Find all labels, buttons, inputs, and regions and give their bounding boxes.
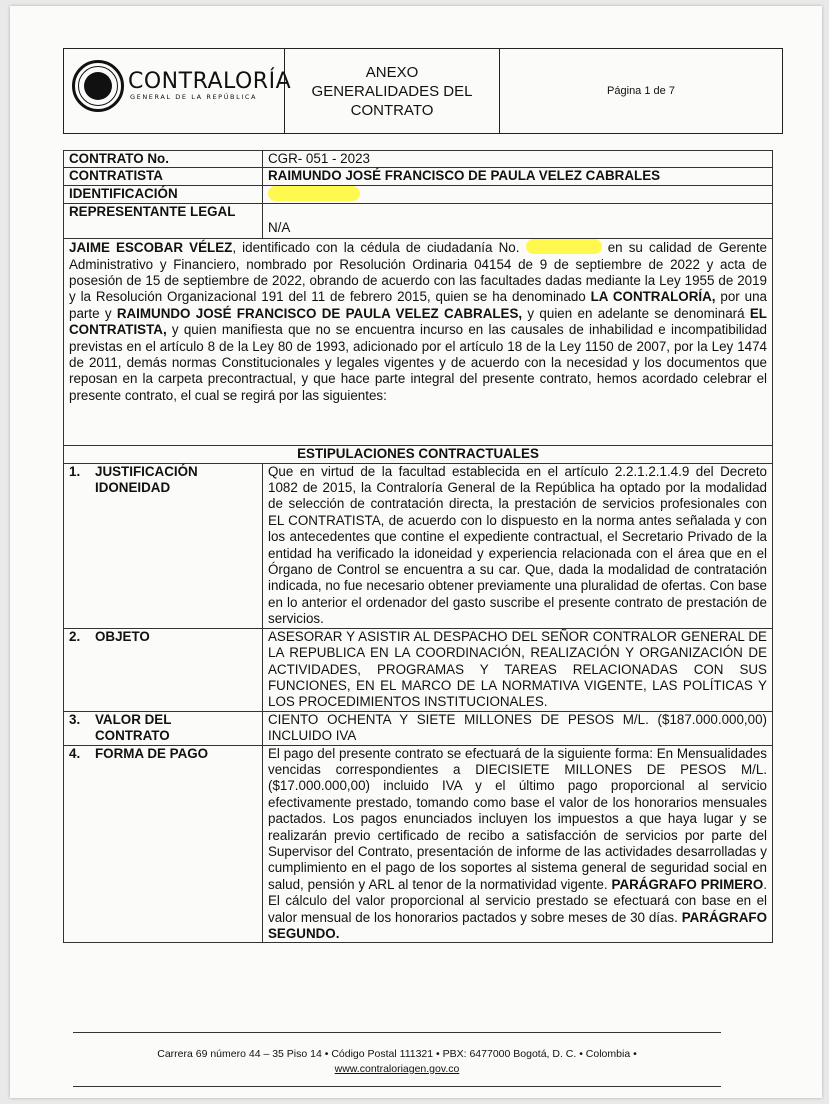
- intro-text: , identificado con la cédula de ciudadanía No.: [232, 240, 520, 256]
- clause-text: Que en virtud de la facultad establecida en el artículo 2.2.1.2.1.4.9 del Decreto 1082 de 2015, la Contraloría General de la República ha optado por la modalidad de selección de contratación directa, la prestación de servicios profesionales con EL CONTRATISTA, de acuerdo con lo dispuesto en la norma antes señalada y con los antecedentes que contine el expediente contractual, el Secretario Privado de la entidad ha verificado la idoneidad y experiencia relacionada con el área que en el Órgano de Control se encuentra a su car. Que, dada la modalidad de contratación indicada, no fue necesario obtener previamente una pluralidad de ofertas. Con base en lo anterior el ordenador del gasto suscribe el presente contrato de prestación de servicios.: [263, 463, 773, 628]
- table-row: [64, 185, 773, 203]
- clause-label: [64, 711, 263, 745]
- contract-table: [63, 150, 773, 943]
- clause-number: 1.: [69, 463, 81, 479]
- table-row: [64, 204, 773, 239]
- clause-number: 4.: [69, 745, 81, 761]
- signer-name: JAIME ESCOBAR VÉLEZ: [69, 240, 233, 256]
- clause-label-line: VALOR DEL: [95, 711, 172, 727]
- intro-text: y quien manifiesta que no se encuentra incurso en las causales de inhabilidad e incompatibilidad previstas en el artículo 8 de la Ley 80 de 1993, adicionado por el artículo 18 de la Ley 1150 de 2007, por la Ley 1474 de 2011, demás normas Constitucionales y legales vigentes y de acuerdo con la necesidad y los documentos que reposan en la carpeta precontractual, y que hace parte integral del presente contrato, hemos acordado celebrar el presente contrato, el cual se regirá por las siguientes:: [69, 322, 767, 403]
- clause-label: [64, 628, 263, 711]
- footer-url[interactable]: www.contraloriagen.gov.co: [334, 1063, 460, 1075]
- contract-number-label: CONTRATO No.: [64, 151, 263, 168]
- clause-text: CIENTO OCHENTA Y SIETE MILLONES DE PESOS M/L. ($187.000.000,00) INCLUIDO IVA: [263, 711, 773, 745]
- identification-label: IDENTIFICACIÓN: [64, 185, 263, 203]
- intro-bold: LA CONTRALORÍA,: [590, 289, 716, 305]
- table-row: [64, 151, 773, 168]
- footer-divider-top: [73, 1032, 721, 1033]
- logo-emblem-icon: [72, 60, 124, 112]
- intro-text: en su calidad de Gerente Administrativo y Financiero, nombrado por Resolución Ordinaria 04154 de 9 de septiembre de 2022 y acta de posesión de 15 de septiembre de 2022, obrando de acuerdo con las facultades dadas mediante la Ley 1955 de 2019 y la Resolución Organizacional 191 del 11 de febrero 2015, quien se ha denominado: [69, 240, 767, 305]
- intro-bold: EL CONTRATISTA,: [69, 305, 767, 338]
- footer: [73, 1047, 721, 1077]
- clause-label-line: OBJETO: [95, 628, 150, 644]
- table-row: [64, 628, 773, 711]
- table-row: [64, 711, 773, 745]
- logo-cell: [64, 49, 292, 134]
- clause-text-part: . El cálculo del valor proporcional al servicio prestado se efectuará con base en el valor mensual de los honorarios pactados y sobre meses de 30 días.: [268, 876, 767, 925]
- clause-bold: PARÁGRAFO SEGUNDO.: [268, 909, 767, 941]
- clause-text-part: El pago del presente contrato se efectuará de la siguiente forma: En Mensualidades vencidas correspondientes a DIECISIETE MILLONES DE PESOS M/L. ($17.000.000,00) incluido IVA y el último pago proporcional al servicio efectivamente prestado, tomando como base el valor de los honorarios mensuales pactados. Los pagos enunciados incluyen los impuestos a que haya lugar y se realizarán previo certificado de recibo a satisfacción de servicios por parte del Supervisor del Contrato, presentación de informe de las actividades desarrolladas y cumplimiento en el pago de los soportes al sistema general de seguridad social en salud, pensión y ARL al tenor de la normatividad vigente.: [268, 745, 767, 892]
- footer-divider-bottom: [73, 1086, 721, 1087]
- contraloria-logo: [64, 49, 292, 133]
- clause-label-line: JUSTIFICACIÓN: [95, 463, 198, 479]
- annex-line-1: ANEXO: [365, 63, 419, 81]
- redaction-mark: [268, 186, 360, 201]
- legal-rep-value: N/A: [263, 204, 773, 239]
- clause-label-line: CONTRATO: [95, 728, 170, 744]
- contractor-label: CONTRATISTA: [64, 168, 263, 185]
- clause-bold: PARÁGRAFO PRIMERO: [611, 876, 764, 892]
- logo-name: CONTRALORÍA: [128, 69, 292, 94]
- intro-bold: RAIMUNDO JOSÉ FRANCISCO DE PAULA VELEZ CABRALES,: [116, 305, 523, 321]
- document-header: [63, 48, 783, 134]
- clause-label: [64, 463, 263, 628]
- annex-line-2: GENERALIDADES DEL: [311, 82, 473, 100]
- clause-label-line: IDONEIDAD: [95, 480, 171, 496]
- clause-number: 2.: [69, 628, 81, 644]
- table-row: [64, 239, 773, 446]
- table-row: [64, 745, 773, 943]
- logo-subtitle: GENERAL DE LA REPÚBLICA: [130, 93, 258, 101]
- intro-paragraph: [64, 239, 773, 446]
- table-row: [64, 446, 773, 463]
- document-page: [10, 6, 822, 1098]
- redaction-mark: [526, 239, 602, 254]
- intro-text: y quien en adelante se denominará: [522, 305, 750, 321]
- intro-text: por una parte y: [69, 289, 767, 321]
- page-number: Página 1 de 7: [500, 49, 783, 134]
- clause-label-line: FORMA DE PAGO: [95, 745, 209, 761]
- stipulations-title: ESTIPULACIONES CONTRACTUALES: [64, 446, 773, 463]
- table-row: [64, 168, 773, 185]
- contractor-value: RAIMUNDO JOSÉ FRANCISCO DE PAULA VELEZ CABRALES: [263, 168, 773, 185]
- contract-number-value: CGR- 051 - 2023: [263, 151, 773, 168]
- clause-label: [64, 745, 263, 943]
- identification-value: [263, 185, 773, 203]
- table-row: [64, 463, 773, 628]
- clause-text: [263, 745, 773, 943]
- legal-rep-label: REPRESENTANTE LEGAL: [64, 204, 263, 239]
- annex-line-3: CONTRATO: [350, 101, 434, 119]
- clause-text: ASESORAR Y ASISTIR AL DESPACHO DEL SEÑOR CONTRALOR GENERAL DE LA REPUBLICA EN LA COORDINACIÓN, REALIZACIÓN Y ORGANIZACIÓN DE ACTIVIDADES, PROGRAMAS Y TAREAS RELACIONADAS CON SUS FUNCIONES, EN EL MARCO DE LA NORMATIVA VIGENTE, LAS POLÍTICAS Y LOS PROCEDIMIENTOS INSTITUCIONALES.: [263, 628, 773, 711]
- footer-address: Carrera 69 número 44 – 35 Piso 14 • Código Postal 111321 • PBX: 6477000 Bogotá, D. C. • Colombia •: [157, 1048, 637, 1060]
- annex-title: [285, 49, 500, 134]
- clause-number: 3.: [69, 711, 81, 727]
